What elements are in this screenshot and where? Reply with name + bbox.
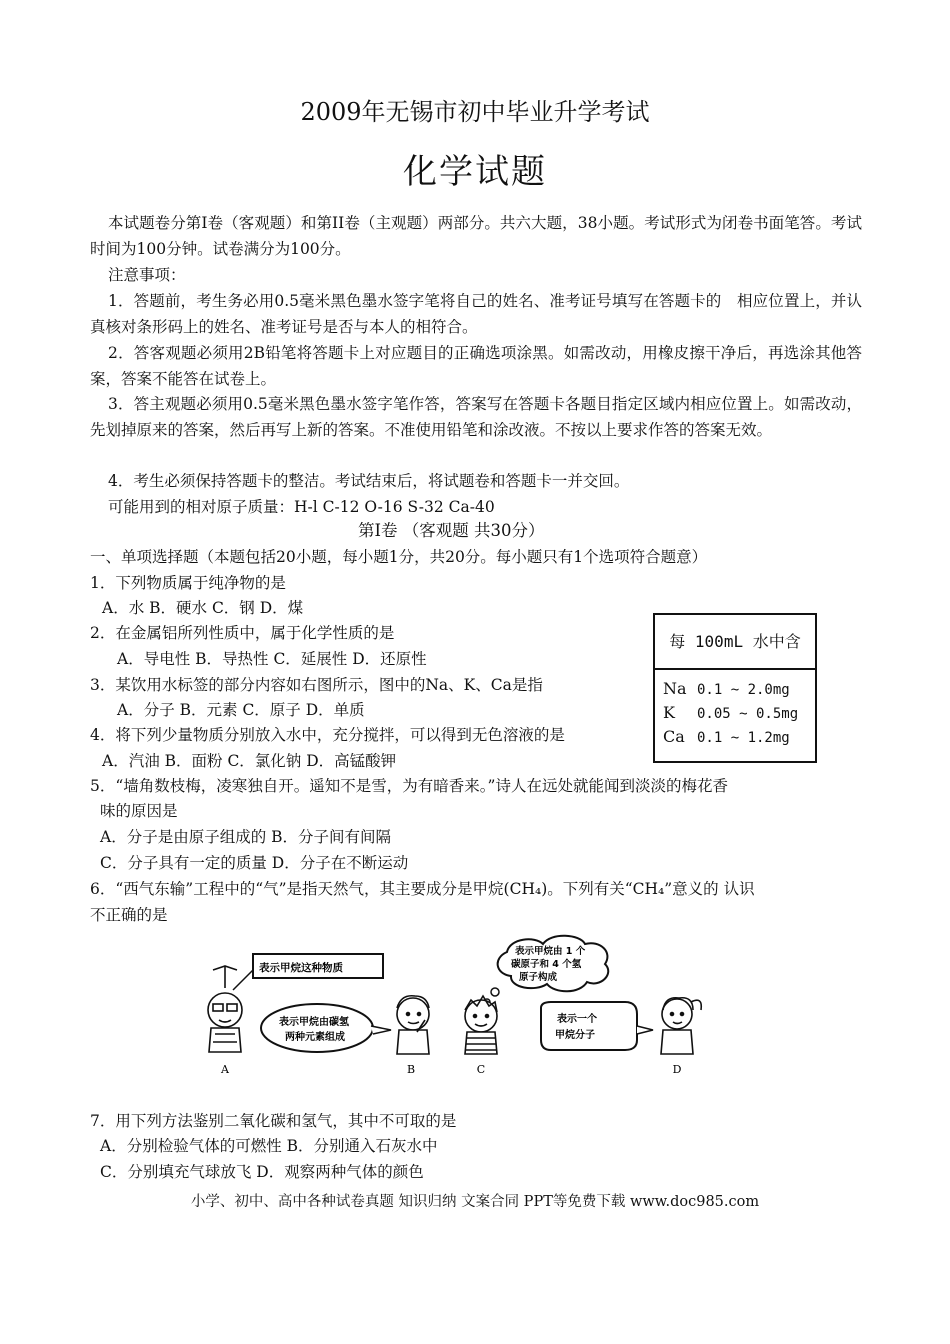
question-6-stem: 6．“西气东输”工程中的“气”是指天然气，其主要成分是甲烷(CH₄)。下列有关“CH₄”意义的 认识 <box>90 880 755 898</box>
question-5-stem: 5．“墙角数枝梅，凌寒独自开。遥知不是雪，为有暗香来。”诗人在远处就能闻到淡淡的梅花香 <box>90 777 728 795</box>
element-content: 0.05 ~ 0.5mg <box>697 706 799 722</box>
character-d-figure <box>661 998 701 1054</box>
figure-label-a: A <box>221 1063 229 1076</box>
water-label-row <box>663 703 798 722</box>
note-item: 4．考生必须保持答题卡的整洁。考试结束后，将试题卷和答题卡一并交回。 <box>108 472 630 490</box>
bubble-b-text: 两种元素组成 <box>285 1032 345 1043</box>
speech-bubble-b <box>261 1004 373 1052</box>
ch4-cartoon-figure <box>195 930 715 1080</box>
question-3-stem: 3．某饮用水标签的部分内容如右图所示，图中的Na、K、Ca是指 <box>90 676 543 694</box>
question-5-stem-cont: 味的原因是 <box>100 802 178 820</box>
subject-title: 化学试题 <box>403 152 547 192</box>
water-label-figure <box>653 613 817 763</box>
element-content: 0.1 ~ 2.0mg <box>697 682 790 698</box>
question-2-stem: 2．在金属铝所列性质中，属于化学性质的是 <box>90 624 395 642</box>
bubble-a-text: 表示甲烷这种物质 <box>259 962 343 974</box>
figure-label-d: D <box>672 1063 682 1076</box>
bubble-d-text: 表示一个 <box>557 1014 597 1025</box>
question-1-options: A．水 B．硬水 C．钢 D．煤 <box>102 599 304 617</box>
speech-bubble-d <box>541 1002 637 1050</box>
question-5-options: A．分子是由原子组成的 B．分子间有间隔 <box>100 828 392 846</box>
question-7-options: C．分别填充气球放飞 D．观察两种气体的颜色 <box>100 1163 424 1181</box>
question-7-options: A．分别检验气体的可燃性 B．分别通入石灰水中 <box>100 1137 438 1155</box>
character-c-figure <box>465 996 497 1054</box>
atomic-masses: 可能用到的相对原子质量：H-l C-12 O-16 S-32 Ca-40 <box>108 498 495 516</box>
question-3-options: A．分子 B．元素 C．原子 D．单质 <box>117 701 365 719</box>
note-item: 3．答主观题必须用0.5毫米黑色墨水签字笔作答，答案写在答题卡各题目指定区域内相应位置上。如需改动，先划掉原来的答案，然后再写上新的答案。不准使用铅笔和涂改液。不按以上要求作答的答案无效。 <box>90 395 862 439</box>
notes-heading: 注意事项： <box>108 266 186 284</box>
element-symbol: Ca <box>663 727 685 746</box>
question-4-options: A．汽油 B．面粉 C．氯化钠 D．高锰酸钾 <box>102 752 397 770</box>
bubble-c-text: 原子构成 <box>519 972 558 983</box>
water-label-header: 每 100mL 水中含 <box>655 615 815 670</box>
exam-title: 2009年无锡市初中毕业升学考试 <box>300 98 650 126</box>
question-1-stem: 1．下列物质属于纯净物的是 <box>90 574 286 592</box>
bubble-c-text: 表示甲烷由 1 个 <box>515 946 586 957</box>
water-label-row <box>663 679 790 698</box>
bubble-c-text: 碳原子和 4 个氢 <box>511 959 582 970</box>
figure-label-c: C <box>476 1063 486 1076</box>
section1-title: 一、单项选择题（本题包括20小题，每小题1分，共20分。每小题只有1个选项符合题意） <box>90 548 708 566</box>
character-b-figure <box>397 996 429 1054</box>
element-symbol: Na <box>663 679 687 698</box>
bubble-d-text: 甲烷分子 <box>555 1030 595 1041</box>
intro-paragraph: 本试题卷分第Ⅰ卷（客观题）和第II卷（主观题）两部分。共六大题，38小题。考试形式为闭卷书面笔答。考试时间为100分钟。试卷满分为100分。 <box>90 214 862 258</box>
element-content: 0.1 ~ 1.2mg <box>697 730 790 746</box>
element-symbol: K <box>663 703 675 722</box>
question-7-stem: 7．用下列方法鉴别二氧化碳和氢气，其中不可取的是 <box>90 1112 457 1130</box>
question-2-options: A．导电性 B．导热性 C．延展性 D．还原性 <box>117 650 427 668</box>
bubble-b-text: 表示甲烷由碳氢 <box>279 1017 349 1028</box>
note-item: 2．答客观题必须用2B铅笔将答题卡上对应题目的正确选项涂黑。如需改动，用橡皮擦干净后，再选涂其他答案，答案不能答在试卷上。 <box>90 344 862 388</box>
figure-label-b: B <box>406 1063 416 1076</box>
character-a-figure <box>208 966 242 1052</box>
note-item: 1．答题前，考生务必用0.5毫米黑色墨水签字笔将自己的姓名、准考证号填写在答题卡的 相应位置上，并认真核对条形码上的姓名、准考证号是否与本人的相符合。 <box>90 292 862 336</box>
part1-title: 第Ⅰ卷 （客观题 共30分） <box>358 521 545 540</box>
question-4-stem: 4．将下列少量物质分别放入水中，充分搅拌，可以得到无色溶液的是 <box>90 726 565 744</box>
question-5-options: C．分子具有一定的质量 D．分子在不断运动 <box>100 854 409 872</box>
page-footer: 小学、初中、高中各种试卷真题 知识归纳 文案合同 PPT等免费下载 www.doc985.com <box>190 1194 760 1210</box>
question-6-stem-cont: 不正确的是 <box>90 906 168 924</box>
water-label-row <box>663 727 790 746</box>
